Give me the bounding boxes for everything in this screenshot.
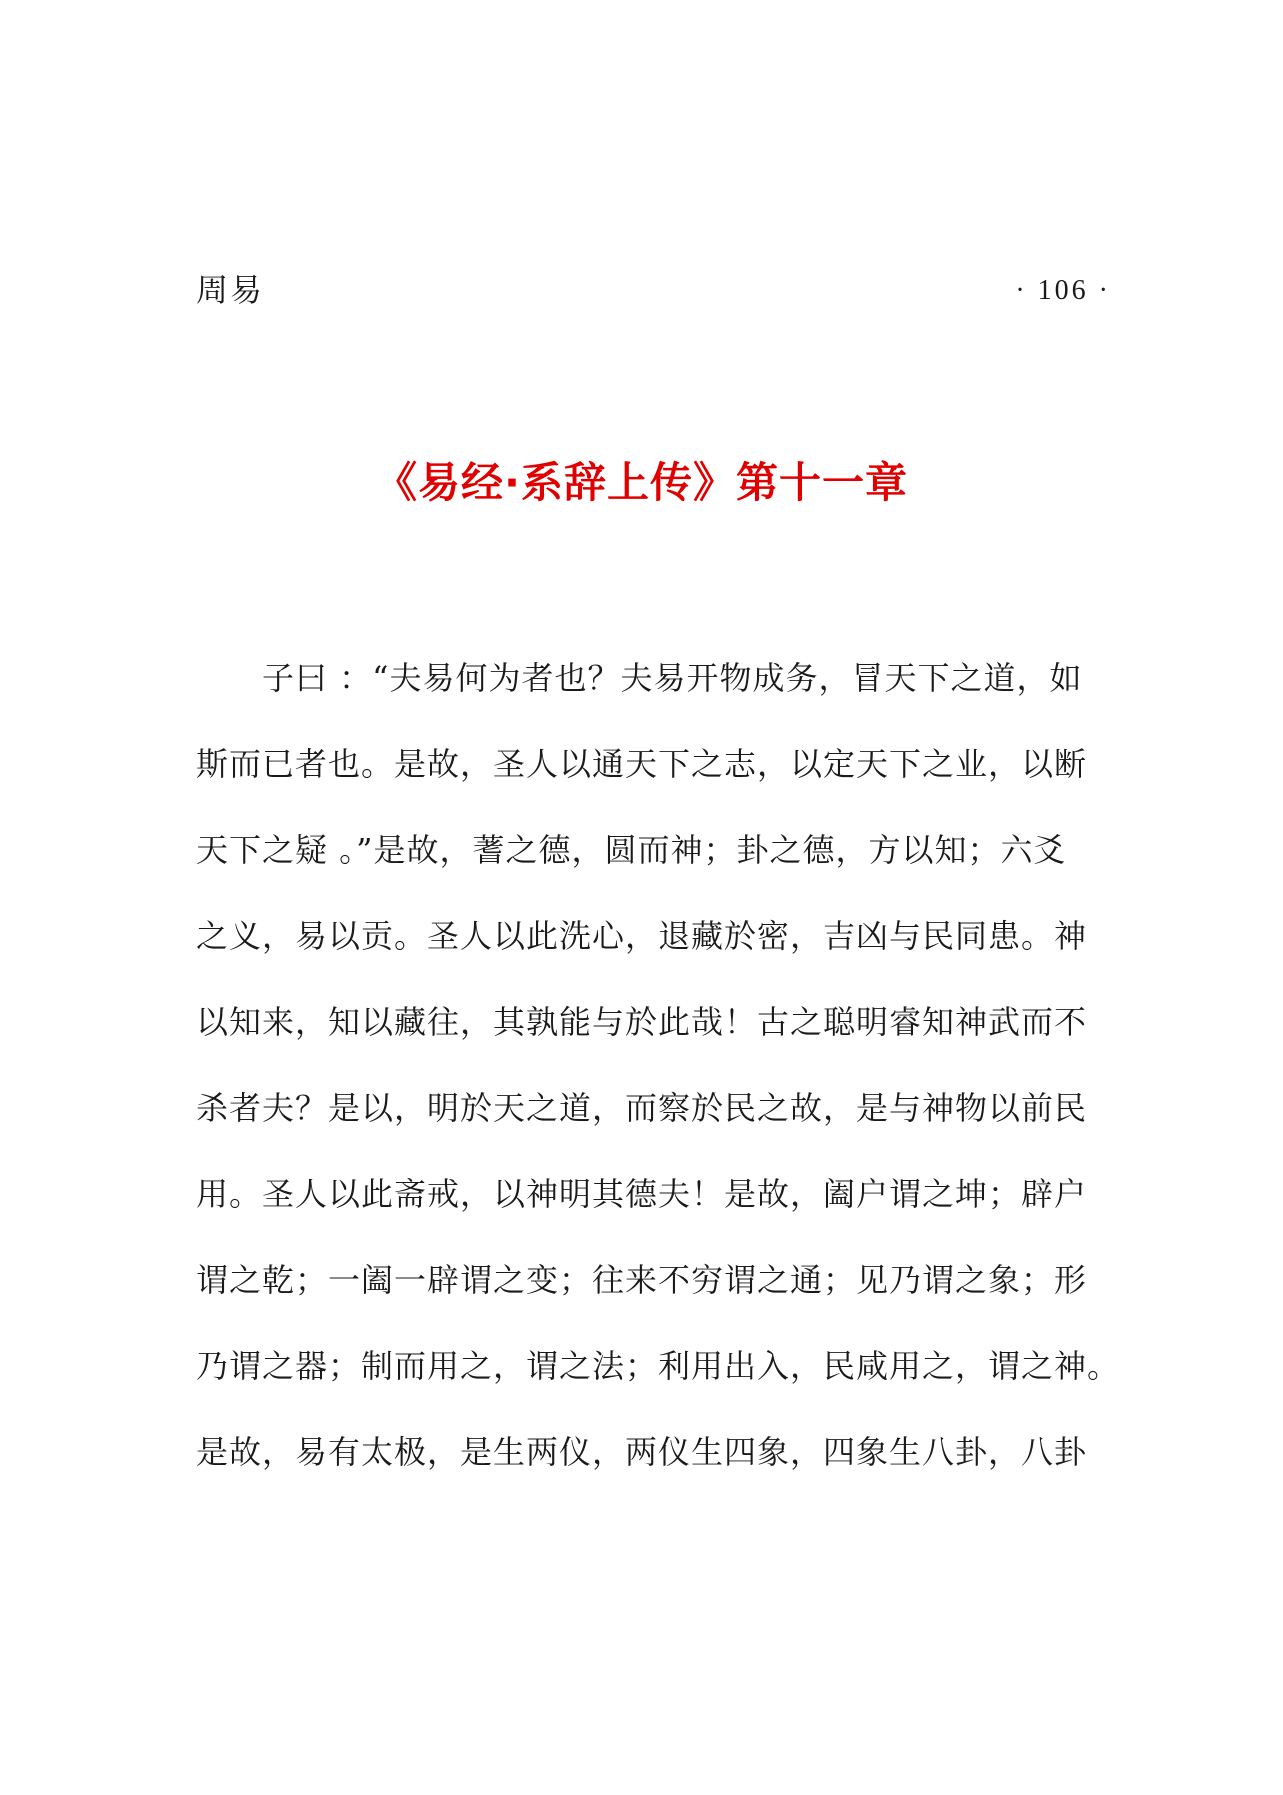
running-head-book-title: 周易 — [196, 271, 265, 309]
text-line: 斯而已者也。是故，圣人以通天下之志，以定天下之业，以断 — [196, 745, 1088, 783]
text-line: 杀者夫？是以，明於天之道，而察於民之故，是与神物以前民 — [196, 1089, 1088, 1127]
text-line: 用。圣人以此斋戒，以神明其德夫！是故，阖户谓之坤；辟户 — [196, 1175, 1088, 1213]
text-line: 子曰 ：“夫易何为者也？夫易开物成务，冒天下之道，如 — [262, 659, 1083, 697]
text-line: 天下之疑 。”是故，蓍之德，圆而神；卦之德，方以知；六爻 — [196, 831, 1067, 869]
text-line: 以知来，知以藏往，其孰能与於此哉！古之聪明睿知神武而不 — [196, 1003, 1088, 1041]
text-line: 是故，易有太极，是生两仪，两仪生四象，四象生八卦，八卦 — [196, 1433, 1088, 1471]
text-line: 之义，易以贡。圣人以此洗心，退藏於密，吉凶与民同患。神 — [196, 917, 1088, 955]
chapter-title: 《易经·系辞上传》第十一章 — [375, 458, 908, 507]
text-line: 乃谓之器；制而用之，谓之法；利用出入，民咸用之，谓之神。 — [196, 1347, 1121, 1385]
page-number: · 106 · — [1015, 275, 1111, 306]
text-line: 谓之乾；一阖一辟谓之变；往来不穷谓之通；见乃谓之象；形 — [196, 1261, 1088, 1299]
body-text — [196, 650, 1121, 1510]
